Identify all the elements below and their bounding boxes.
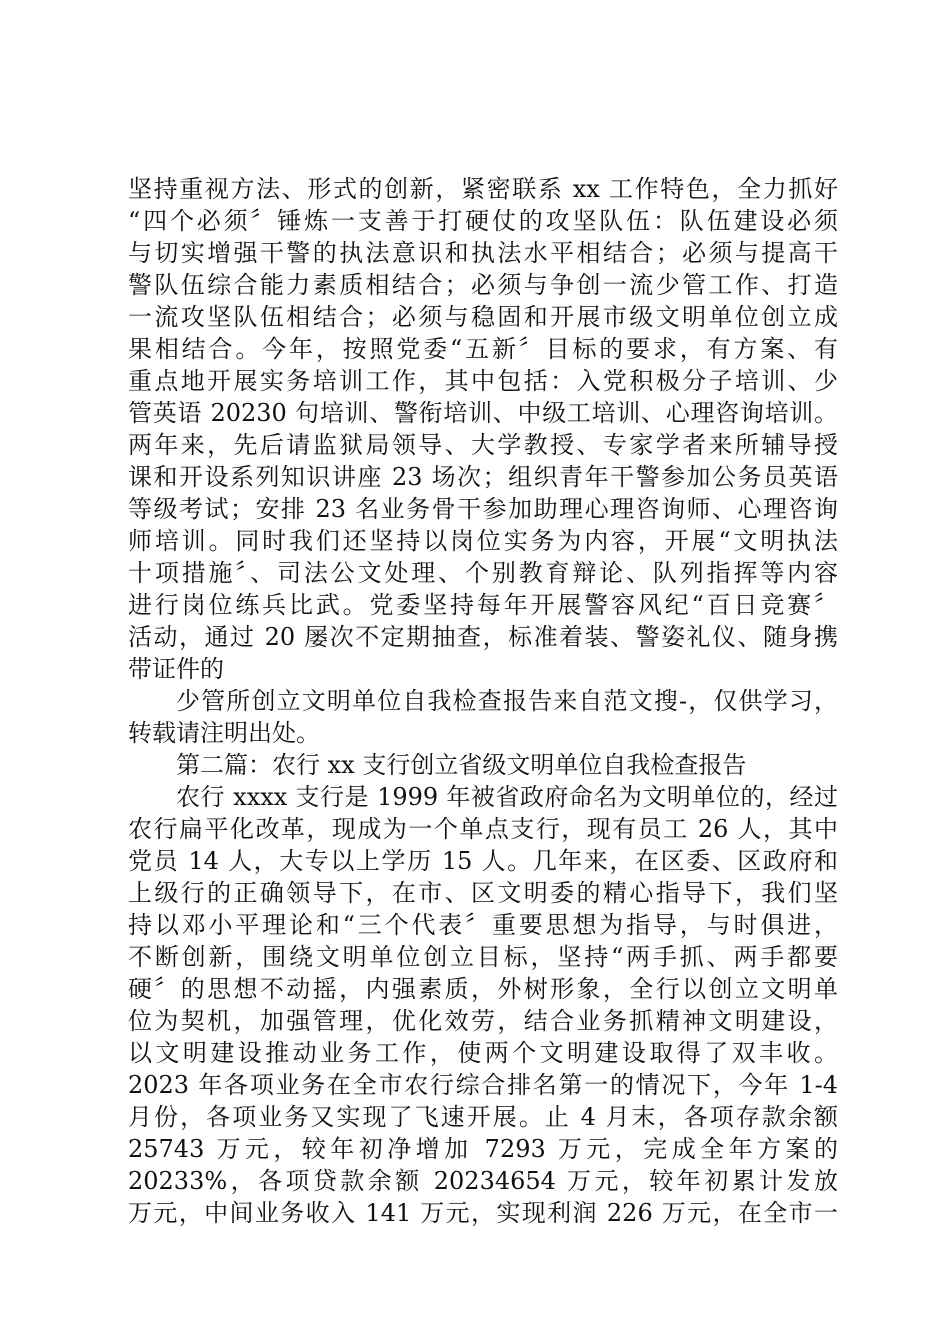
text-line: 警队伍综合能力素质相结合；必须与争创一流少管工作、打造 <box>128 271 838 299</box>
text-line: 20233%，各项贷款余额 20234654 万元，较年初累计发放 <box>128 1167 838 1195</box>
text-line: 月份，各项业务又实现了飞速开展。止 4 月末，各项存款余额 <box>128 1103 838 1131</box>
text-line: 转载请注明出处。 <box>128 719 320 747</box>
text-line: 少管所创立文明单位自我检查报告来自范文搜-，仅供学习， <box>176 687 838 715</box>
text-line: 重点地开展实务培训工作，其中包括：入党积极分子培训、少 <box>128 367 838 395</box>
text-line: 党员 14 人，大专以上学历 15 人。几年来，在区委、区政府和 <box>128 847 838 875</box>
text-line: 课和开设系列知识讲座 23 场次；组织青年干警参加公务员英语 <box>128 463 838 491</box>
document-body <box>128 173 838 1229</box>
text-line: 农行 xxxx 支行是 1999 年被省政府命名为文明单位的，经过 <box>176 783 838 811</box>
text-line: 进行岗位练兵比武。党委坚持每年开展警容风纪“百日竞赛〞 <box>128 591 838 619</box>
text-line: 与切实增强干警的执法意识和执法水平相结合；必须与提高干 <box>128 239 838 267</box>
text-line: 活动，通过 20 屡次不定期抽查，标准着装、警姿礼仪、随身携 <box>128 623 838 651</box>
text-line: 等级考试；安排 23 名业务骨干参加助理心理咨询师、心理咨询 <box>128 495 838 523</box>
text-line: 师培训。同时我们还坚持以岗位实务为内容，开展“文明执法 <box>128 527 838 555</box>
text-line: 位为契机，加强管理，优化效劳，结合业务抓精神文明建设， <box>128 1007 838 1035</box>
text-line: 持以邓小平理论和“三个代表〞重要思想为指导，与时俱进， <box>128 911 838 939</box>
text-line: 万元，中间业务收入 141 万元，实现利润 226 万元，在全市一 <box>128 1199 838 1227</box>
text-line: 十项措施〞、司法公文处理、个别教育辩论、队列指挥等内容 <box>128 559 838 587</box>
text-line: 上级行的正确领导下，在市、区文明委的精心指导下，我们坚 <box>128 879 838 907</box>
text-line: 一流攻坚队伍相结合；必须与稳固和开展市级文明单位创立成 <box>128 303 838 331</box>
text-line: 农行扁平化改革，现成为一个单点支行，现有员工 26 人，其中 <box>128 815 838 843</box>
text-line: 管英语 20230 句培训、警衔培训、中级工培训、心理咨询培训。 <box>128 399 838 427</box>
text-line: “四个必须〞锤炼一支善于打硬仗的攻坚队伍：队伍建设必须 <box>128 207 838 235</box>
text-line: 25743 万元，较年初净增加 7293 万元，完成全年方案的 <box>128 1135 838 1163</box>
text-line: 2023 年各项业务在全市农行综合排名第一的情况下，今年 1-4 <box>128 1071 838 1099</box>
text-line: 不断创新，围绕文明单位创立目标，坚持“两手抓、两手都要 <box>128 943 838 971</box>
section-heading: 第二篇：农行 xx 支行创立省级文明单位自我检查报告 <box>176 751 747 779</box>
text-line: 硬〞的思想不动摇，内强素质，外树形象，全行以创立文明单 <box>128 975 838 1003</box>
text-line: 以文明建设推动业务工作，使两个文明建设取得了双丰收。 <box>128 1039 838 1067</box>
text-line: 两年来，先后请监狱局领导、大学教授、专家学者来所辅导授 <box>128 431 838 459</box>
text-line: 坚持重视方法、形式的创新，紧密联系 xx 工作特色，全力抓好 <box>128 175 838 203</box>
text-line: 果相结合。今年，按照党委“五新〞目标的要求，有方案、有 <box>128 335 838 363</box>
text-line: 带证件的 <box>128 655 224 683</box>
